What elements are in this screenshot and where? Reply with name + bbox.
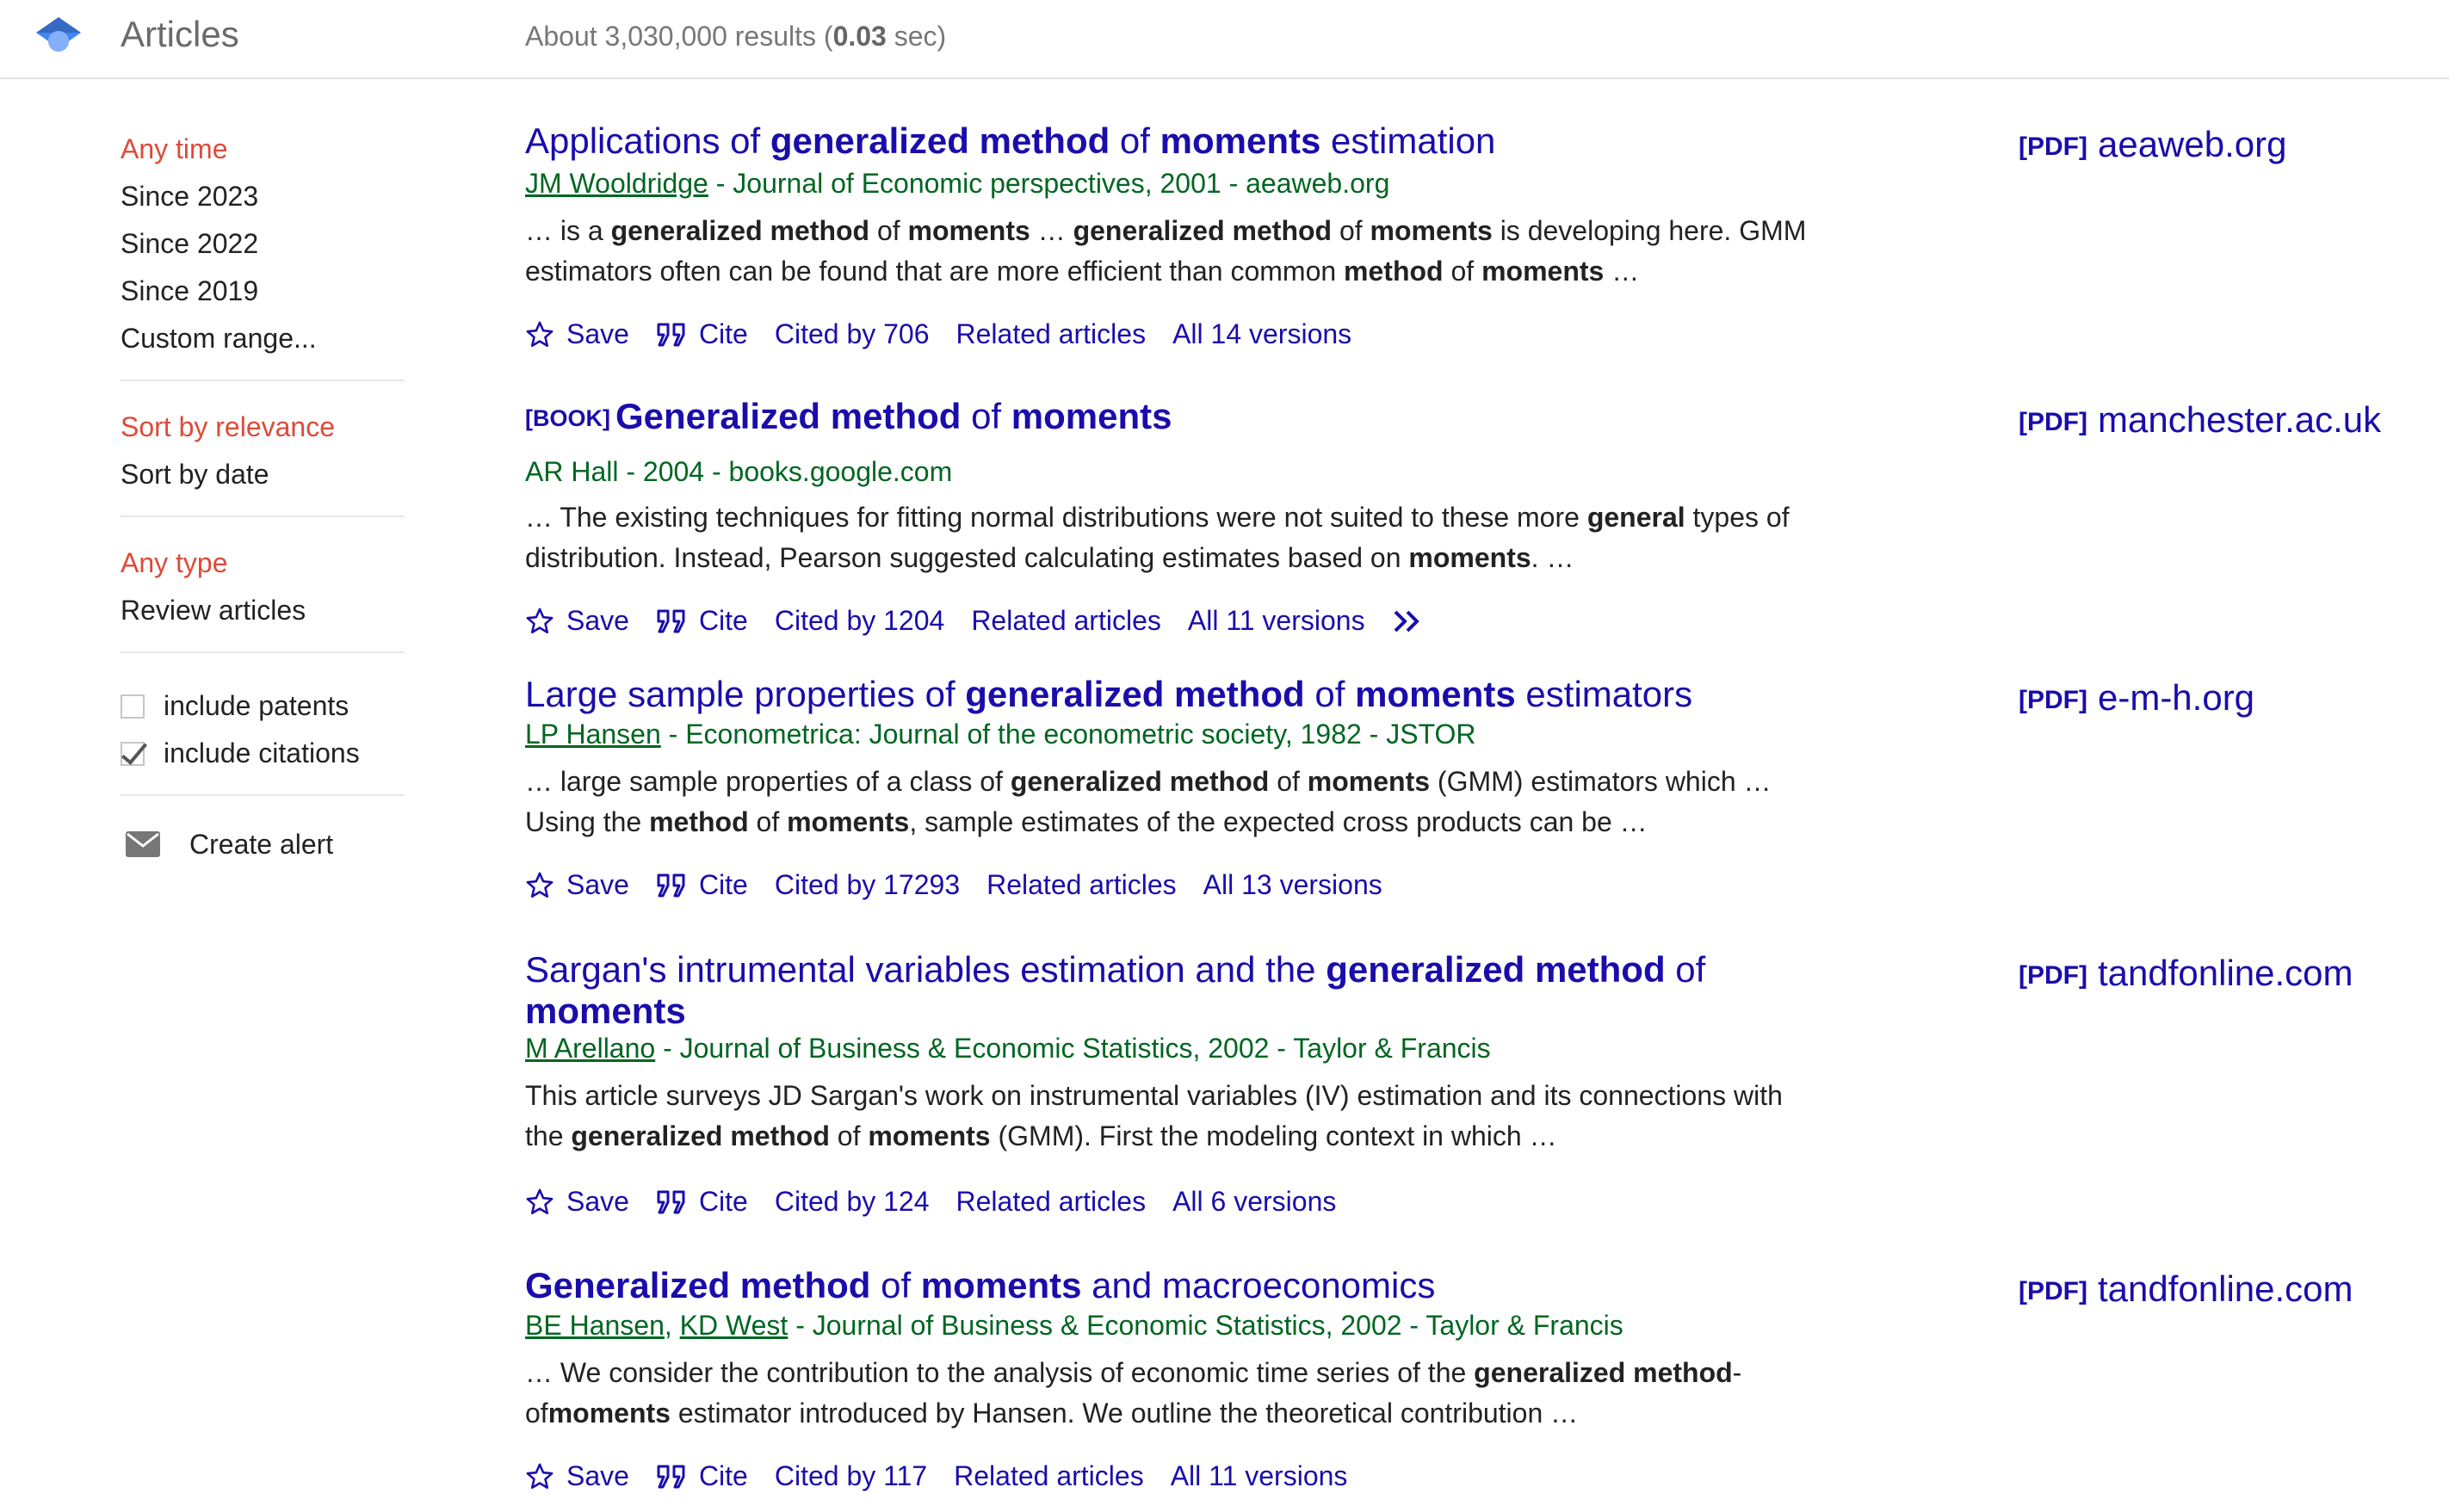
- result-title-link[interactable]: [525, 674, 1799, 715]
- sort-by-date[interactable]: Sort by date: [121, 459, 269, 490]
- save-button[interactable]: [525, 1460, 629, 1492]
- create-alert-button[interactable]: [121, 818, 405, 870]
- pdf-link[interactable]: [2019, 953, 2353, 994]
- cite-button[interactable]: [656, 869, 748, 901]
- snippet-fragment: of: [829, 1120, 869, 1151]
- author-link[interactable]: BE Hansen: [525, 1310, 665, 1341]
- pdf-domain: e-m-h.org: [2097, 677, 2255, 718]
- related-articles-link[interactable]: Related articles: [971, 605, 1161, 636]
- result-title-link[interactable]: [525, 1265, 1799, 1306]
- result-snippet: [525, 211, 1816, 292]
- cite-label: Cite: [698, 318, 748, 349]
- filter-sidebar: [121, 126, 405, 870]
- snippet-fragment: (GMM). First the modeling context in which …: [990, 1120, 1557, 1151]
- result-source: - Econometrica: Journal of the econometric society, 1982 - JSTOR: [660, 719, 1476, 750]
- title-fragment: of: [1110, 120, 1160, 161]
- sort-by-relevance[interactable]: Sort by relevance: [121, 411, 336, 442]
- snippet-fragment: types of distribution. Instead, Pearson suggested calculating estimates based on: [525, 502, 1790, 573]
- save-label: Save: [566, 869, 629, 900]
- pdf-tag: [PDF]: [2019, 686, 2087, 714]
- all-versions-link[interactable]: All 14 versions: [1172, 318, 1352, 349]
- cited-by-link[interactable]: Cited by 706: [774, 318, 930, 349]
- snippet-fragment: moments: [787, 806, 910, 837]
- related-articles-link[interactable]: Related articles: [955, 1186, 1147, 1217]
- page-title: Articles: [121, 14, 239, 54]
- result-meta: BE Hansen, KD West - Journal of Business & Economic Statistics, 2002 - Taylor & Francis: [525, 1310, 1623, 1341]
- star-icon: [525, 871, 554, 900]
- title-fragment: Generalized method: [615, 396, 962, 436]
- snippet-fragment: generalized method: [1010, 766, 1270, 797]
- snippet-fragment: of: [1332, 215, 1370, 246]
- pdf-link[interactable]: [2019, 124, 2286, 165]
- star-icon: [525, 607, 554, 636]
- star-icon: [525, 1462, 554, 1491]
- type-filter-group: [121, 540, 405, 653]
- more-button[interactable]: [1392, 608, 1437, 634]
- all-versions-link[interactable]: All 11 versions: [1170, 1460, 1348, 1491]
- filter-custom-range[interactable]: Custom range...: [121, 323, 317, 354]
- author-link[interactable]: KD West: [679, 1310, 789, 1341]
- snippet-fragment: moments: [1307, 766, 1431, 797]
- time-filter-group: [121, 126, 405, 381]
- save-label: Save: [566, 1186, 629, 1217]
- quote-icon: [656, 873, 687, 898]
- pdf-tag: [PDF]: [2019, 408, 2087, 436]
- snippet-fragment: moments: [1481, 256, 1605, 287]
- snippet-fragment: of: [869, 215, 908, 246]
- include-patents-checkbox[interactable]: [121, 694, 145, 719]
- all-versions-link[interactable]: All 13 versions: [1203, 869, 1382, 900]
- save-button[interactable]: [525, 605, 629, 637]
- snippet-fragment: . …: [1531, 542, 1574, 573]
- quote-icon: [656, 1189, 687, 1215]
- snippet-fragment: generalized method: [1474, 1357, 1733, 1388]
- snippet-fragment: moments: [907, 215, 1030, 246]
- title-fragment: generalized method: [965, 674, 1305, 714]
- snippet-fragment: , sample estimates of the expected cross products can be …: [909, 806, 1648, 837]
- cite-button[interactable]: [656, 318, 748, 350]
- result-actions: [525, 1460, 1374, 1492]
- envelope-icon: [126, 831, 160, 857]
- result-actions: [525, 318, 1378, 350]
- title-fragment: Applications of: [525, 120, 770, 161]
- save-button[interactable]: [525, 869, 629, 901]
- result-title-link[interactable]: [525, 396, 1799, 441]
- pdf-domain: aeaweb.org: [2097, 124, 2287, 164]
- snippet-fragment: This article surveys JD Sargan's work on instrumental variables (IV) estimation and its connections with the: [525, 1080, 1783, 1151]
- related-articles-link[interactable]: Related articles: [986, 869, 1177, 900]
- pdf-link[interactable]: [2019, 399, 2381, 441]
- result-source: - Journal of Economic perspectives, 2001 - aeaweb.org: [708, 168, 1390, 199]
- cited-by-link[interactable]: Cited by 1204: [774, 605, 945, 636]
- filter-any-type[interactable]: Any type: [121, 547, 228, 578]
- quote-icon: [656, 322, 687, 348]
- snippet-fragment: …: [1030, 215, 1073, 246]
- cite-button[interactable]: [656, 1460, 748, 1492]
- title-fragment: estimation: [1320, 120, 1496, 161]
- cite-label: Cite: [698, 869, 748, 900]
- pdf-domain: tandfonline.com: [2097, 953, 2353, 993]
- title-fragment: moments: [525, 991, 686, 1031]
- snippet-fragment: general: [1586, 502, 1685, 533]
- result-snippet: [525, 497, 1816, 578]
- title-fragment: Sargan's intrumental variables estimation and the: [525, 949, 1327, 990]
- result-meta: [525, 719, 1476, 750]
- filter-since-2022[interactable]: Since 2022: [121, 228, 259, 259]
- result-stats-prefix: About 3,030,000 results (: [525, 21, 833, 52]
- quote-icon: [656, 1464, 687, 1490]
- title-fragment: Large sample properties of: [525, 674, 966, 714]
- include-citations-option[interactable]: [121, 730, 405, 777]
- pdf-tag: [PDF]: [2019, 133, 2087, 161]
- create-alert-label: Create alert: [189, 828, 334, 860]
- title-fragment: moments: [1355, 674, 1516, 714]
- snippet-fragment: … is a: [525, 215, 611, 246]
- cite-button[interactable]: [656, 605, 748, 637]
- star-icon: [525, 320, 554, 349]
- quote-icon: [656, 608, 687, 634]
- result-snippet: [525, 762, 1816, 842]
- result-meta: [525, 168, 1389, 200]
- related-articles-link[interactable]: Related articles: [954, 1460, 1144, 1491]
- more-chevrons-icon: [1392, 608, 1425, 634]
- save-label: Save: [566, 1460, 629, 1491]
- snippet-fragment: -of: [525, 1357, 1742, 1429]
- save-label: Save: [566, 605, 629, 636]
- snippet-fragment: moments: [1370, 215, 1493, 246]
- include-options-group: [121, 676, 405, 796]
- filter-review-articles[interactable]: Review articles: [121, 595, 306, 626]
- pdf-link[interactable]: [2019, 677, 2254, 719]
- title-fragment: generalized method: [770, 120, 1110, 161]
- result-actions: [525, 869, 1409, 901]
- scholar-logo-icon[interactable]: [34, 15, 83, 55]
- result-stats-suffix: sec): [886, 21, 947, 52]
- snippet-fragment: of: [748, 806, 788, 837]
- title-fragment: of: [1304, 674, 1356, 714]
- snippet-fragment: method: [1344, 256, 1444, 287]
- title-fragment: moments: [920, 1265, 1082, 1305]
- pdf-domain: tandfonline.com: [2097, 1268, 2353, 1309]
- pdf-tag: [PDF]: [2019, 1277, 2087, 1305]
- result-actions: [525, 1186, 1363, 1218]
- star-icon: [525, 1188, 554, 1217]
- result-source: - Journal of Business & Economic Statistics, 2002 - Taylor & Francis: [655, 1033, 1491, 1064]
- title-fragment: moments: [1160, 120, 1321, 161]
- all-versions-link[interactable]: All 6 versions: [1172, 1186, 1337, 1217]
- result-actions: [525, 605, 1463, 637]
- title-fragment: and macroeconomics: [1081, 1265, 1436, 1305]
- snippet-fragment: generalized method: [610, 215, 870, 246]
- cited-by-link[interactable]: Cited by 117: [774, 1460, 928, 1491]
- save-label: Save: [566, 318, 629, 349]
- include-patents-label: include patents: [164, 690, 349, 721]
- title-fragment: of: [870, 1265, 921, 1305]
- result-snippet: [525, 1353, 1816, 1434]
- cite-button[interactable]: [656, 1186, 748, 1218]
- all-versions-link[interactable]: All 11 versions: [1187, 605, 1365, 636]
- pdf-tag: [PDF]: [2019, 961, 2087, 990]
- snippet-fragment: generalized method: [1073, 215, 1333, 246]
- result-snippet: [525, 1076, 1816, 1157]
- snippet-fragment: is developing here. GMM estimators often can be found that are more efficient than common: [525, 215, 1807, 287]
- snippet-fragment: (GMM) estimators which … Using the: [525, 766, 1772, 837]
- snippet-fragment: method: [649, 806, 749, 837]
- save-button[interactable]: [525, 318, 629, 350]
- filter-since-2019[interactable]: Since 2019: [121, 275, 259, 306]
- related-articles-link[interactable]: Related articles: [955, 318, 1147, 349]
- filter-since-2023[interactable]: Since 2023: [121, 181, 259, 212]
- result-title-link[interactable]: [525, 120, 1799, 162]
- snippet-fragment: … The existing techniques for fitting normal distributions were not suited to these more: [525, 502, 1587, 533]
- title-fragment: generalized method: [1326, 949, 1666, 990]
- snippet-fragment: of: [1269, 766, 1308, 797]
- snippet-fragment: moments: [868, 1120, 991, 1151]
- snippet-fragment: moments: [1408, 542, 1531, 573]
- snippet-fragment: generalized method: [571, 1120, 830, 1151]
- author-link[interactable]: JM Wooldridge: [525, 168, 708, 199]
- snippet-fragment: estimator introduced by Hansen. We outline the theoretical contribution …: [670, 1398, 1579, 1429]
- cite-label: Cite: [698, 605, 748, 636]
- cited-by-link[interactable]: Cited by 17293: [774, 869, 961, 900]
- header-bar: [0, 0, 2449, 79]
- pdf-domain: manchester.ac.uk: [2097, 399, 2382, 440]
- result-meta: [525, 1033, 1491, 1065]
- book-tag: [BOOK]: [525, 405, 610, 431]
- cited-by-link[interactable]: Cited by 124: [774, 1186, 930, 1217]
- title-fragment: moments: [1011, 396, 1172, 436]
- result-source: AR Hall - 2004 - books.google.com: [525, 456, 953, 487]
- snippet-fragment: moments: [547, 1398, 671, 1429]
- author-link[interactable]: M Arellano: [525, 1033, 656, 1064]
- include-patents-option[interactable]: [121, 682, 405, 730]
- filter-any-time[interactable]: Any time: [121, 133, 228, 164]
- result-meta: [525, 456, 952, 488]
- cite-label: Cite: [698, 1186, 748, 1217]
- result-source: - Journal of Business & Economic Statistics, 2002 - Taylor & Francis: [788, 1310, 1623, 1341]
- title-fragment: of: [961, 396, 1011, 436]
- snippet-fragment: … large sample properties of a class of: [525, 766, 1011, 797]
- cite-label: Cite: [698, 1460, 748, 1491]
- result-stats: [525, 21, 946, 52]
- result-title-link[interactable]: [525, 949, 1799, 1032]
- title-fragment: Generalized method: [525, 1265, 871, 1305]
- snippet-fragment: … We consider the contribution to the analysis of economic time series of the: [525, 1357, 1475, 1388]
- snippet-fragment: of: [1443, 256, 1482, 287]
- include-citations-checkbox[interactable]: [121, 742, 145, 766]
- save-button[interactable]: [525, 1186, 629, 1218]
- title-fragment: of: [1665, 949, 1706, 990]
- include-citations-label: include citations: [164, 737, 360, 768]
- author-link[interactable]: LP Hansen: [525, 719, 661, 750]
- title-fragment: estimators: [1515, 674, 1693, 714]
- sort-group: [121, 404, 405, 517]
- result-stats-time: 0.03: [832, 21, 887, 52]
- snippet-fragment: …: [1604, 256, 1640, 287]
- pdf-link[interactable]: [2019, 1268, 2353, 1310]
